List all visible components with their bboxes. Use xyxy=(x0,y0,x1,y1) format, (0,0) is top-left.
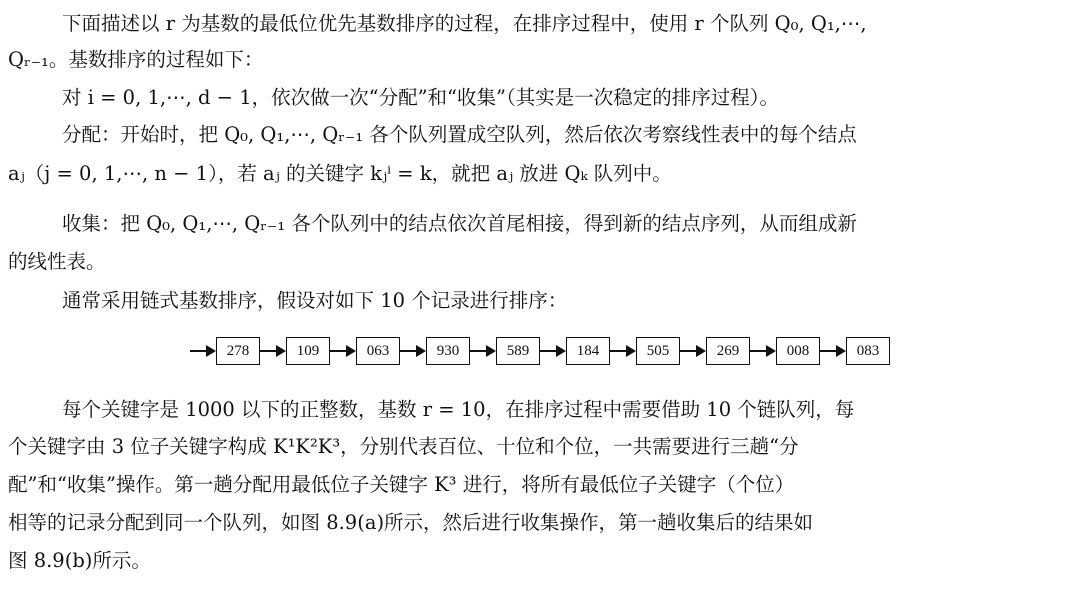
text-line-13: 图 8.9(b)所示。 xyxy=(8,549,151,572)
chain-arrow xyxy=(400,350,426,352)
record-node: 278 xyxy=(216,337,260,365)
text-line-10: 个关键字由 3 位子关键字构成 K¹K²K³，分别代表百位、十位和个位，一共需要进行三趟“分 xyxy=(8,435,799,458)
chain-arrow xyxy=(470,350,496,352)
chain-arrow xyxy=(820,350,846,352)
chain-arrow xyxy=(330,350,356,352)
text-line-12: 相等的记录分配到同一个队列，如图 8.9(a)所示，然后进行收集操作，第一趟收集后的结果如 xyxy=(8,511,814,534)
record-node: 083 xyxy=(846,337,890,365)
record-node: 589 xyxy=(496,337,540,365)
text-line-5: aⱼ（j = 0, 1,⋯, n − 1），若 aⱼ 的关键字 kⱼⁱ = k，就把 aⱼ 放进 Qₖ 队列中。 xyxy=(8,162,672,185)
chain-arrow xyxy=(680,350,706,352)
text-line-8: 通常采用链式基数排序，假设对如下 10 个记录进行排序： xyxy=(62,289,568,312)
text-line-4: 分配：开始时，把 Q₀, Q₁,⋯, Qᵣ₋₁ 各个队列置成空队列，然后依次考察线性表中的每个结点 xyxy=(62,123,857,146)
text-line-11: 配”和“收集”操作。第一趟分配用最低位子关键字 K³ 进行，将所有最低位子关键字（个位） xyxy=(8,473,795,496)
chain-arrow xyxy=(610,350,636,352)
record-node: 930 xyxy=(426,337,470,365)
text-line-6: 收集：把 Q₀, Q₁,⋯, Qᵣ₋₁ 各个队列中的结点依次首尾相接，得到新的结点序列，从而组成新 xyxy=(62,212,857,235)
text-line-1: 下面描述以 r 为基数的最低位优先基数排序的过程，在排序过程中，使用 r 个队列 Q₀, Q₁,⋯, xyxy=(62,12,867,35)
text-line-3: 对 i = 0, 1,⋯, d − 1，依次做一次“分配”和“收集”（其实是一次稳定的排序过程）。 xyxy=(62,86,779,109)
text-line-7: 的线性表。 xyxy=(8,250,106,273)
record-node: 063 xyxy=(356,337,400,365)
record-node: 184 xyxy=(566,337,610,365)
chain-arrow xyxy=(260,350,286,352)
chain-arrow xyxy=(190,350,216,352)
chain-arrow xyxy=(540,350,566,352)
record-node: 269 xyxy=(706,337,750,365)
text-line-2: Qᵣ₋₁。基数排序的过程如下： xyxy=(8,48,264,71)
record-node: 505 xyxy=(636,337,680,365)
record-node: 008 xyxy=(776,337,820,365)
record-node: 109 xyxy=(286,337,330,365)
chain-arrow xyxy=(750,350,776,352)
text-line-9: 每个关键字是 1000 以下的正整数，基数 r = 10，在排序过程中需要借助 10 个链队列，每 xyxy=(62,398,855,421)
